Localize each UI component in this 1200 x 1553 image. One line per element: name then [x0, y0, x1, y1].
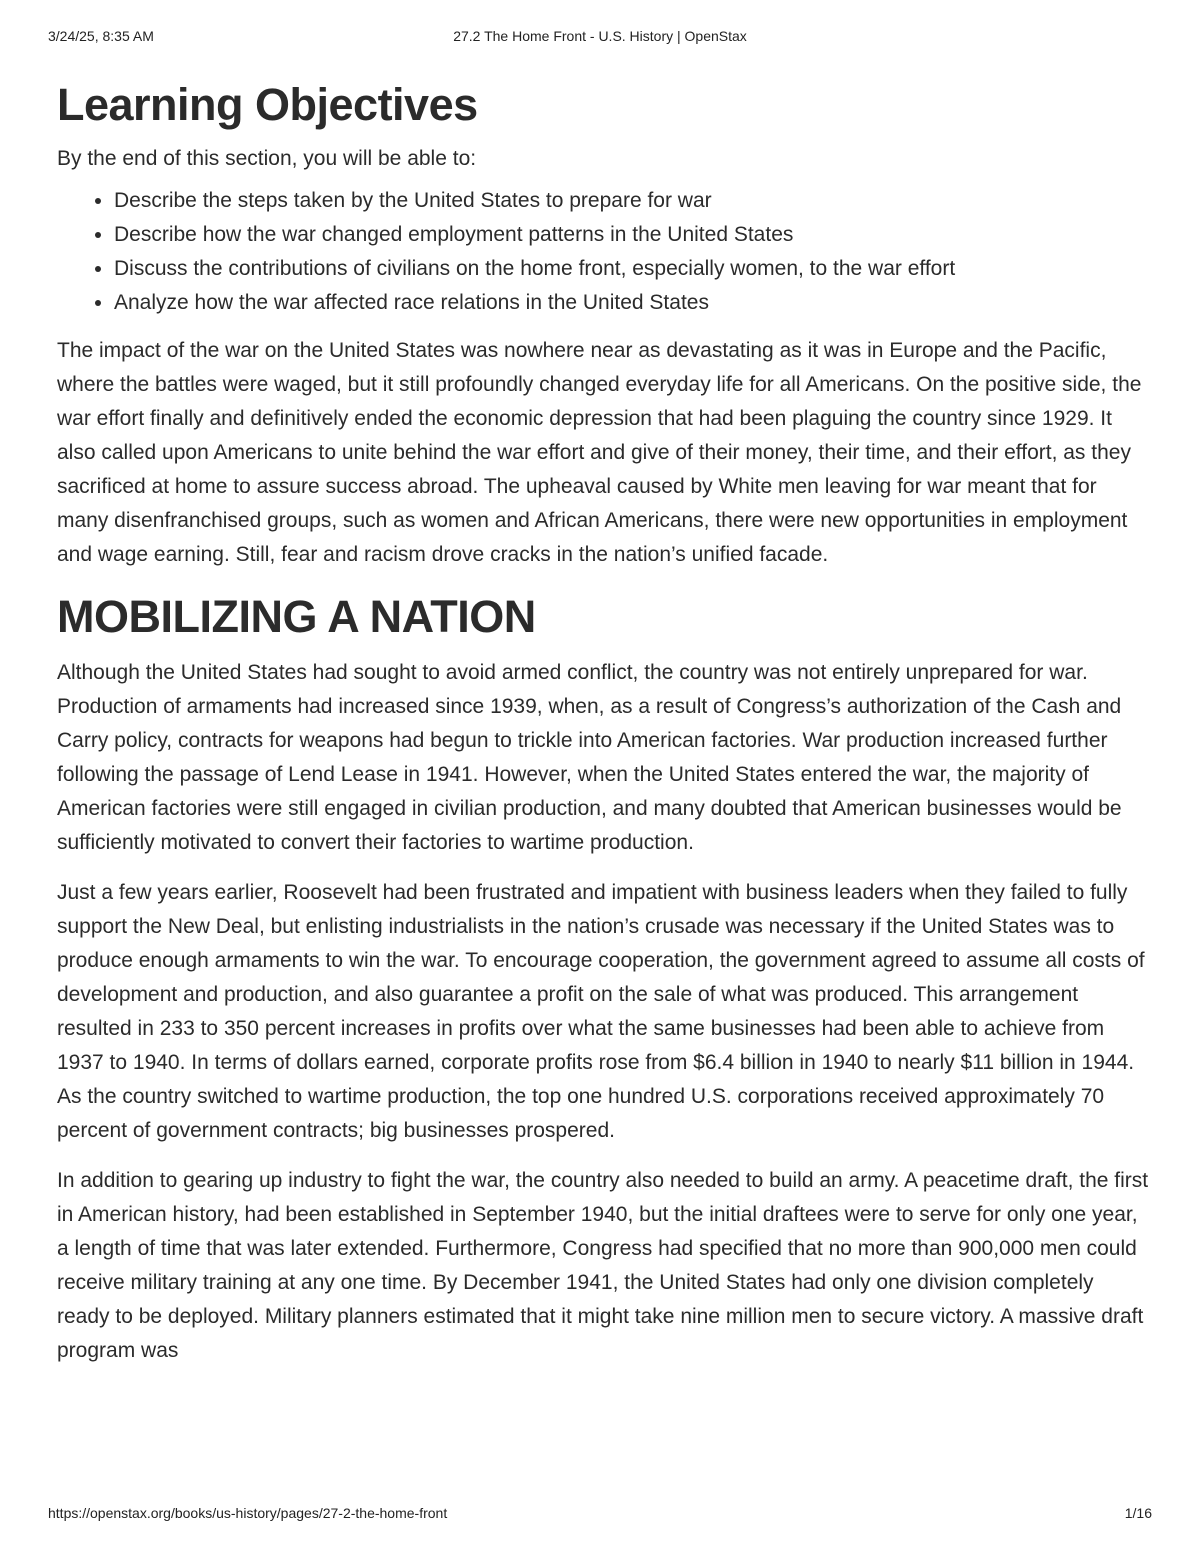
list-item: • Describe the steps taken by the United States to prepare for war — [114, 184, 1149, 218]
intro-paragraph: The impact of the war on the United States was nowhere near as devastating as it was in Europe and the Pacific, where the battles were waged, but it still profoundly changed everyday life for all Americans. On the positive side, the war effort finally and definitively ended the economic depression that had been plaguing the country since 1929. It also called upon Americans to unite behind the war effort and give of their money, their time, and their effort, as they sacrificed at home to assure success abroad. The upheaval caused by White men leaving for war meant that for many disenfranchised groups, such as women and African Americans, there were new opportunities in employment and wage earning. Still, fear and racism drove cracks in the nation’s unified facade. — [57, 339, 1142, 566]
print-footer — [48, 1505, 1152, 1525]
article-content — [57, 78, 1149, 1384]
print-page-title: 27.2 The Home Front - U.S. History | OpenStax — [453, 28, 747, 44]
learning-objectives-list — [57, 184, 1149, 320]
list-item: • Describe how the war changed employment patterns in the United States — [114, 218, 1149, 252]
section-paragraph: In addition to gearing up industry to fight the war, the country also needed to build an army. A peacetime draft, the first in American history, had been established in September 1940, but the initial draftees were to serve for only one year, a length of time that was later extended. Furthermore, Congress had specified that no more than 900,000 men could receive military training at any one time. By December 1941, the United States had only one division completely ready to be deployed. Military planners estimated that it might take nine million men to secure victory. A massive draft program was — [57, 1169, 1149, 1362]
list-item: • Discuss the contributions of civilians on the home front, especially women, to the war effort — [114, 252, 1149, 286]
print-header — [48, 28, 1152, 48]
print-url: https://openstax.org/books/us-history/pages/27-2-the-home-front — [48, 1505, 448, 1521]
learning-objectives-intro: By the end of this section, you will be able to: — [57, 147, 477, 170]
list-item: • Analyze how the war affected race relations in the United States — [114, 286, 1149, 320]
page-number: 1/16 — [1124, 1505, 1152, 1521]
section-heading: MOBILIZING A NATION — [57, 591, 536, 642]
print-datetime: 3/24/25, 8:35 AM — [48, 28, 154, 44]
section-paragraph: Although the United States had sought to avoid armed conflict, the country was not entirely unprepared for war. Production of armaments had increased since 1939, when, as a result of Congress’s authorization of the Cash and Carry policy, contracts for weapons had begun to trickle into American factories. War production increased further following the passage of Lend Lease in 1941. However, when the United States entered the war, the majority of American factories were still engaged in civilian production, and many doubted that American businesses would be sufficiently motivated to convert their factories to wartime production. — [57, 661, 1122, 854]
section-paragraph: Just a few years earlier, Roosevelt had been frustrated and impatient with business leaders when they failed to fully support the New Deal, but enlisting industrialists in the nation’s crusade was necessary if the United States was to produce enough armaments to win the war. To encourage cooperation, the government agreed to assume all costs of development and production, and also guarantee a profit on the sale of what was produced. This arrangement resulted in 233 to 350 percent increases in profits over what the same businesses had been able to achieve from 1937 to 1940. In terms of dollars earned, corporate profits rose from $6.4 billion in 1940 to nearly $11 billion in 1944. As the country switched to wartime production, the top one hundred U.S. corporations received approximately 70 percent of government contracts; big businesses prospered. — [57, 881, 1145, 1142]
learning-objectives-title: Learning Objectives — [57, 79, 478, 130]
